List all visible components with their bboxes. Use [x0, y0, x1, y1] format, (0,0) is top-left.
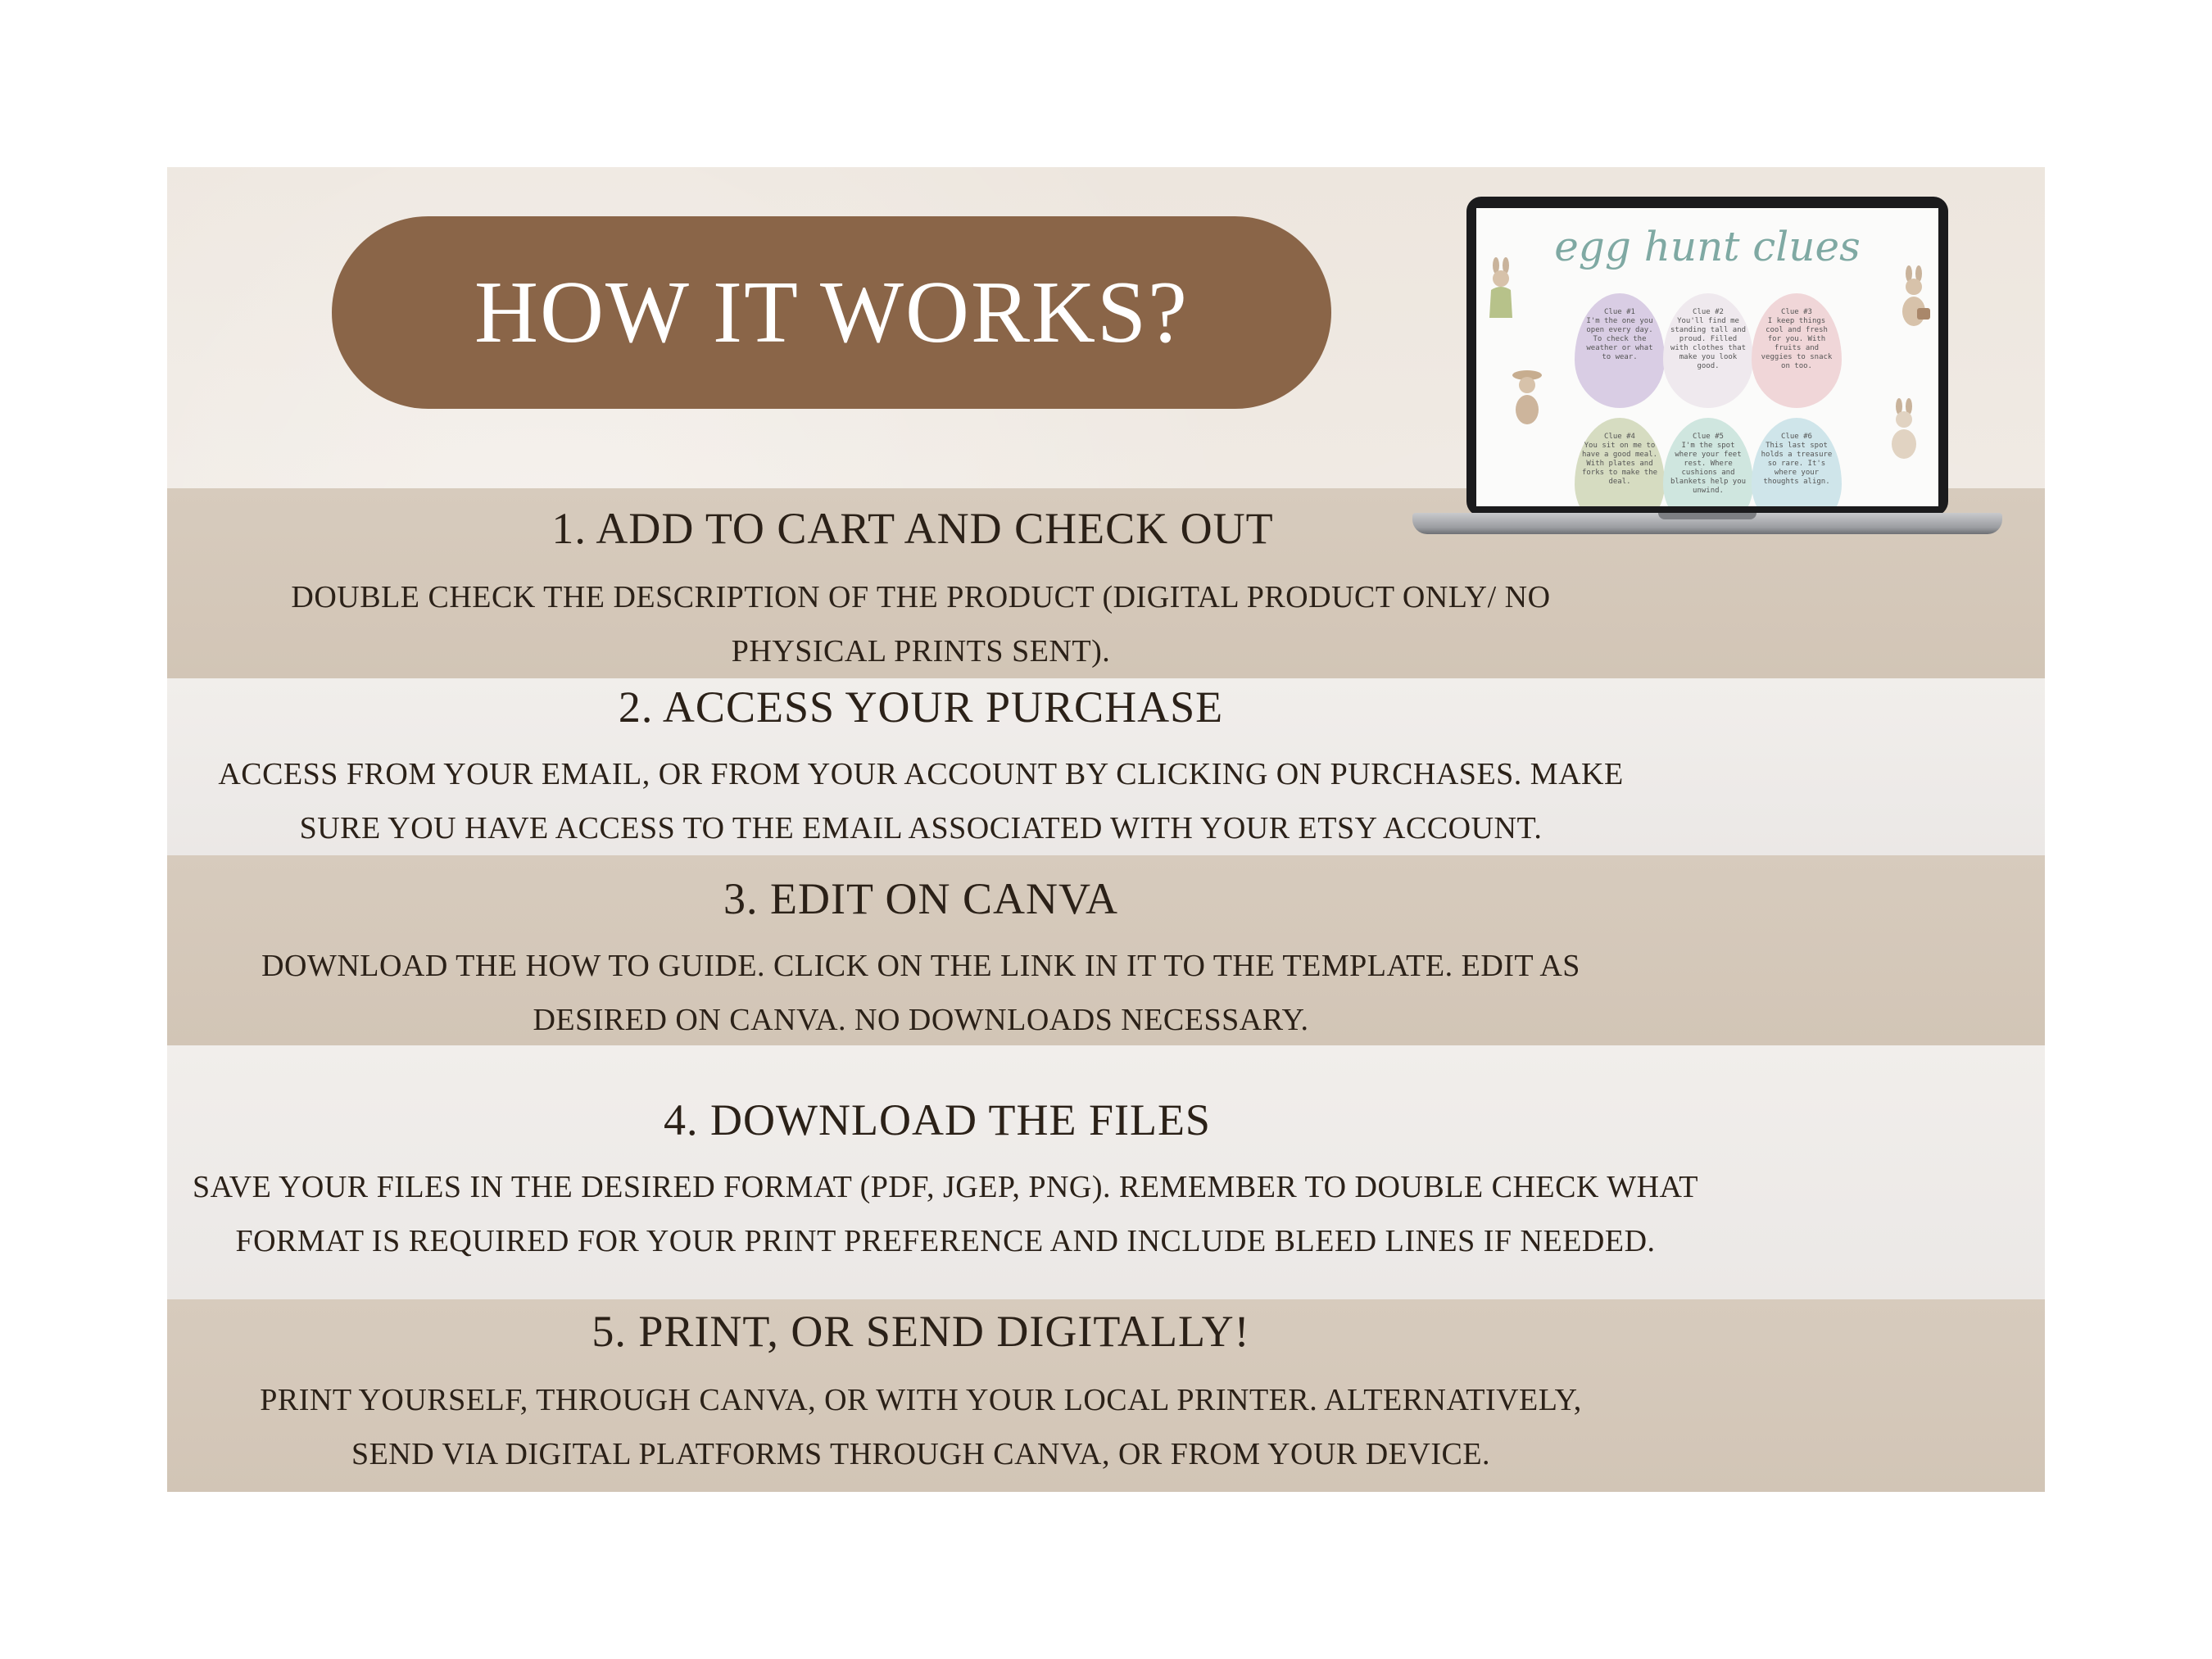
step-4-line-1: SAVE YOUR FILES IN THE DESIRED FORMAT (PDF, JGEP, PNG). REMEMBER TO DOUBLE CHECK WHAT — [193, 1170, 1698, 1204]
clue-egg-6-text — [1758, 433, 1835, 487]
step-2-line-1: ACCESS FROM YOUR EMAIL, OR FROM YOUR ACCOUNT BY CLICKING ON PURCHASES. MAKE — [218, 757, 1624, 791]
step-1-heading: 1. ADD TO CART AND CHECK OUT — [551, 504, 1274, 553]
clue-3-text: I keep things cool and fresh for you. With fruits and veggies to snack on too. — [1761, 317, 1833, 370]
clue-egg-5 — [1663, 418, 1753, 506]
step-5-line-2: SEND VIA DIGITAL PLATFORMS THROUGH CANVA, OR FROM YOUR DEVICE. — [351, 1437, 1491, 1471]
laptop-notch — [1683, 197, 1732, 208]
clue-6-text: This last spot holds a treasure so rare. It's where your thoughts align. — [1761, 442, 1833, 486]
step-5-heading: 5. PRINT, OR SEND DIGITALLY! — [592, 1307, 1250, 1356]
bunny-illustration-right — [1896, 265, 1932, 331]
clue-3-label: Clue #3 — [1781, 308, 1812, 316]
laptop-screen — [1476, 208, 1938, 506]
step-1-line-1: DOUBLE CHECK THE DESCRIPTION OF THE PRODUCT (DIGITAL PRODUCT ONLY/ NO — [291, 580, 1551, 614]
clue-egg-4-text — [1581, 433, 1658, 487]
clue-4-text: You sit on me to have a good meal. With plates and forks to make the deal. — [1581, 442, 1658, 486]
laptop-mockup — [1412, 197, 2002, 549]
step-1-line-2: PHYSICAL PRINTS SENT). — [731, 634, 1111, 669]
clue-6-label: Clue #6 — [1781, 433, 1812, 441]
clue-2-text: You'll find me standing tall and proud. Filled with clothes that make you look good. — [1670, 317, 1747, 370]
laptop-lip — [1658, 513, 1756, 519]
step-2-heading: 2. ACCESS YOUR PURCHASE — [618, 682, 1224, 732]
clue-egg-2 — [1663, 293, 1753, 408]
clue-egg-1 — [1575, 293, 1665, 408]
step-3-line-2: DESIRED ON CANVA. NO DOWNLOADS NECESSARY. — [533, 1003, 1309, 1037]
step-2-line-2: SURE YOU HAVE ACCESS TO THE EMAIL ASSOCIATED WITH YOUR ETSY ACCOUNT. — [299, 811, 1543, 845]
step-4-line-2: FORMAT IS REQUIRED FOR YOUR PRINT PREFERENCE AND INCLUDE BLEED LINES IF NEEDED. — [235, 1224, 1656, 1258]
clue-egg-5-text — [1670, 433, 1747, 496]
laptop-bezel — [1466, 197, 1948, 516]
page-title: HOW IT WORKS? — [474, 263, 1189, 361]
title-pill — [332, 216, 1331, 409]
clue-egg-2-text — [1670, 308, 1747, 371]
step-4-heading: 4. DOWNLOAD THE FILES — [664, 1095, 1211, 1145]
step-5-line-1: PRINT YOURSELF, THROUGH CANVA, OR WITH YOUR LOCAL PRINTER. ALTERNATIVELY, — [260, 1383, 1582, 1417]
clue-2-label: Clue #2 — [1693, 308, 1724, 316]
clue-egg-3-text — [1758, 308, 1835, 371]
step-3-line-1: DOWNLOAD THE HOW TO GUIDE. CLICK ON THE LINK IN IT TO THE TEMPLATE. EDIT AS — [261, 949, 1580, 983]
step-3-heading: 3. EDIT ON CANVA — [723, 874, 1118, 923]
clue-egg-4 — [1575, 418, 1665, 506]
clue-4-label: Clue #4 — [1604, 433, 1635, 441]
clue-1-text: I'm the one you open every day. To check the weather or what to wear. — [1586, 317, 1653, 361]
preview-title: egg hunt clues — [1554, 223, 1861, 270]
clue-egg-6 — [1752, 418, 1842, 506]
clue-5-label: Clue #5 — [1693, 433, 1724, 441]
clue-1-label: Clue #1 — [1604, 308, 1635, 316]
clue-5-text: I'm the spot where your feet rest. Where cushions and blankets help you unwind. — [1670, 442, 1747, 495]
bunny-illustration-left — [1483, 257, 1519, 323]
clue-egg-1-text — [1581, 308, 1658, 362]
clue-egg-3 — [1752, 293, 1842, 408]
bunny-with-hat-illustration — [1509, 364, 1545, 429]
info-card — [167, 167, 2045, 1492]
bunny-sitting-illustration — [1886, 397, 1922, 462]
